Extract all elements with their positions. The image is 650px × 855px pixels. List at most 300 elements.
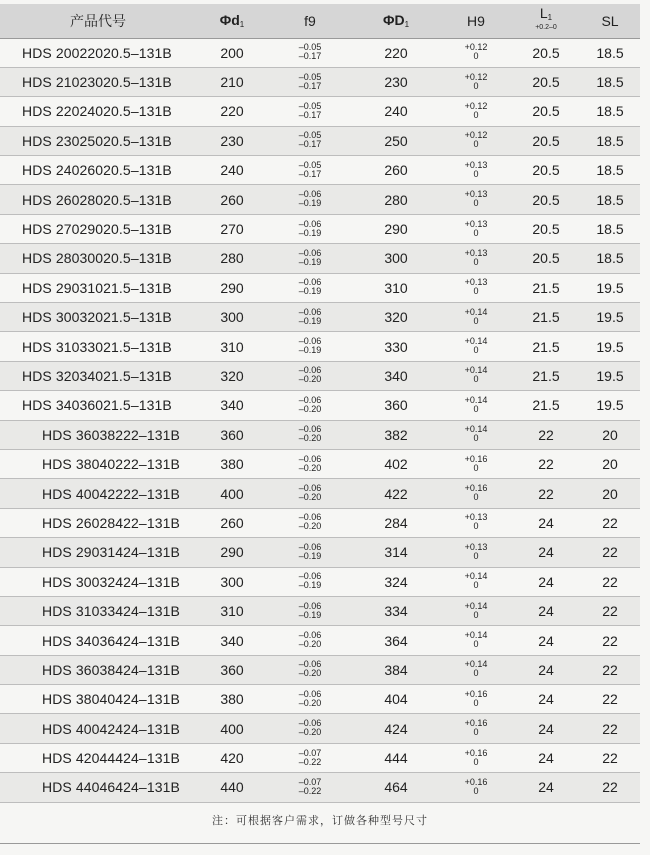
f9-tolerance [268, 97, 352, 126]
width-l1: 21.5 [512, 303, 580, 332]
width-sl: 22 [580, 508, 640, 537]
table-row [0, 185, 640, 214]
inner-diameter: 300 [196, 567, 268, 596]
header-D1 [352, 4, 440, 38]
h9-tolerance [440, 596, 512, 625]
product-code: HDS 21023020.5–131B [0, 67, 196, 96]
inner-diameter: 220 [196, 97, 268, 126]
width-l1: 20.5 [512, 38, 580, 67]
header-sl [580, 4, 640, 38]
f9-tolerance-stack [299, 161, 322, 179]
product-code: HDS 40042222–131B [0, 479, 196, 508]
outer-diameter: 404 [352, 685, 440, 714]
table-row [0, 126, 640, 155]
inner-diameter: 210 [196, 67, 268, 96]
h9-upper: +0.12 [464, 42, 488, 53]
table-row [0, 391, 640, 420]
product-code: HDS 44046424–131B [0, 773, 196, 802]
width-l1: 24 [512, 743, 580, 772]
inner-diameter: 360 [196, 420, 268, 449]
f9-upper: –0.06 [298, 218, 322, 229]
h9-lower: 0 [473, 256, 479, 267]
h9-tolerance [440, 567, 512, 596]
f9-lower: –0.19 [298, 256, 322, 267]
inner-diameter: 400 [196, 714, 268, 743]
width-l1: 24 [512, 773, 580, 802]
f9-tolerance-stack [299, 543, 322, 561]
outer-diameter: 220 [352, 38, 440, 67]
h9-tolerance [440, 773, 512, 802]
h9-upper: +0.13 [464, 247, 488, 258]
width-l1: 20.5 [512, 126, 580, 155]
f9-tolerance [268, 449, 352, 478]
f9-tolerance-stack [299, 631, 322, 649]
h9-lower: 0 [473, 462, 479, 473]
width-l1: 24 [512, 655, 580, 684]
width-l1: 22 [512, 449, 580, 478]
product-code: HDS 34036021.5–131B [0, 391, 196, 420]
h9-upper: +0.16 [464, 776, 488, 787]
header-row [0, 4, 640, 38]
h9-upper: +0.14 [464, 630, 488, 640]
h9-upper: +0.13 [464, 159, 488, 170]
h9-tolerance [440, 743, 512, 772]
header-l1-symbol [535, 5, 557, 23]
f9-upper: –0.06 [298, 394, 322, 405]
h9-tolerance [440, 67, 512, 96]
width-sl: 19.5 [580, 332, 640, 361]
outer-diameter: 230 [352, 67, 440, 96]
h9-tolerance-stack [465, 278, 488, 296]
h9-tolerance-stack [465, 73, 488, 91]
f9-tolerance-stack [299, 455, 322, 473]
f9-tolerance-stack [299, 425, 322, 443]
f9-tolerance-stack [299, 366, 322, 384]
h9-tolerance-stack [465, 131, 488, 149]
h9-tolerance-stack [465, 749, 488, 767]
outer-diameter: 314 [352, 538, 440, 567]
h9-lower: 0 [473, 168, 479, 179]
h9-tolerance [440, 38, 512, 67]
h9-tolerance-stack [465, 425, 488, 443]
h9-tolerance [440, 303, 512, 332]
product-code: HDS 23025020.5–131B [0, 126, 196, 155]
f9-tolerance-stack [299, 278, 322, 296]
h9-tolerance-stack [465, 337, 488, 355]
product-code: HDS 38040222–131B [0, 449, 196, 478]
outer-diameter: 330 [352, 332, 440, 361]
f9-upper: –0.05 [298, 100, 322, 111]
width-sl: 22 [580, 538, 640, 567]
outer-diameter: 382 [352, 420, 440, 449]
header-l1 [512, 4, 580, 38]
h9-upper: +0.14 [464, 571, 488, 582]
h9-tolerance [440, 538, 512, 567]
product-code: HDS 27029020.5–131B [0, 214, 196, 243]
f9-tolerance [268, 508, 352, 537]
h9-tolerance-stack [465, 455, 488, 473]
f9-lower: –0.19 [298, 198, 322, 209]
h9-tolerance [440, 214, 512, 243]
f9-tolerance-stack [299, 190, 322, 208]
h9-tolerance-stack [465, 396, 488, 414]
table-row [0, 303, 640, 332]
h9-tolerance [440, 479, 512, 508]
inner-diameter: 270 [196, 214, 268, 243]
f9-tolerance [268, 773, 352, 802]
f9-lower: –0.19 [298, 315, 322, 326]
f9-tolerance-stack [299, 337, 322, 355]
header-f9 [268, 4, 352, 38]
table-row [0, 214, 640, 243]
width-sl: 20 [580, 449, 640, 478]
h9-tolerance-stack [465, 690, 488, 708]
product-code: HDS 20022020.5–131B [0, 38, 196, 67]
h9-tolerance-stack [465, 366, 488, 384]
h9-lower: 0 [473, 492, 479, 503]
h9-tolerance [440, 185, 512, 214]
f9-tolerance [268, 567, 352, 596]
table-row [0, 361, 640, 390]
h9-tolerance [440, 126, 512, 155]
f9-tolerance [268, 655, 352, 684]
f9-tolerance [268, 538, 352, 567]
h9-tolerance [440, 244, 512, 273]
table-row [0, 773, 640, 802]
f9-tolerance-stack [299, 749, 322, 767]
h9-lower: 0 [473, 345, 479, 356]
f9-tolerance-stack [299, 690, 322, 708]
width-l1: 20.5 [512, 185, 580, 214]
h9-upper: +0.14 [464, 365, 488, 376]
f9-tolerance [268, 156, 352, 185]
h9-tolerance-stack [465, 161, 488, 179]
width-sl: 18.5 [580, 156, 640, 185]
header-D1-symbol: ΦD [382, 12, 405, 29]
h9-upper: +0.16 [464, 688, 488, 699]
h9-lower: 0 [473, 286, 479, 297]
h9-upper: +0.12 [464, 130, 488, 141]
f9-lower: –0.20 [298, 697, 322, 708]
h9-tolerance [440, 626, 512, 655]
f9-tolerance [268, 67, 352, 96]
f9-tolerance [268, 361, 352, 390]
inner-diameter: 320 [196, 361, 268, 390]
width-l1: 20.5 [512, 244, 580, 273]
product-code: HDS 40042424–131B [0, 714, 196, 743]
h9-tolerance-stack [465, 631, 488, 649]
header-d1-subscript: 1 [239, 20, 245, 30]
width-sl: 20 [580, 420, 640, 449]
header-d1 [196, 4, 268, 38]
f9-lower: –0.20 [298, 521, 322, 532]
table-row [0, 332, 640, 361]
product-code: HDS 42044424–131B [0, 743, 196, 772]
width-sl: 22 [580, 773, 640, 802]
h9-lower: 0 [473, 433, 479, 444]
h9-upper: +0.13 [464, 218, 488, 229]
h9-lower: 0 [473, 139, 479, 150]
header-code [0, 4, 196, 38]
inner-diameter: 200 [196, 38, 268, 67]
h9-lower: 0 [473, 374, 479, 385]
width-sl: 18.5 [580, 97, 640, 126]
f9-tolerance [268, 479, 352, 508]
f9-upper: –0.06 [298, 247, 322, 258]
h9-lower: 0 [473, 51, 479, 62]
h9-lower: 0 [473, 668, 479, 679]
f9-upper: –0.05 [298, 130, 322, 141]
outer-diameter: 280 [352, 185, 440, 214]
f9-tolerance [268, 303, 352, 332]
h9-tolerance [440, 714, 512, 743]
table-row [0, 479, 640, 508]
f9-lower: –0.20 [298, 433, 322, 444]
f9-upper: –0.05 [298, 42, 322, 53]
h9-upper: +0.14 [464, 336, 488, 347]
f9-lower: –0.17 [298, 139, 322, 150]
outer-diameter: 464 [352, 773, 440, 802]
width-l1: 20.5 [512, 67, 580, 96]
f9-tolerance-stack [299, 719, 322, 737]
f9-tolerance [268, 214, 352, 243]
product-code: HDS 30032424–131B [0, 567, 196, 596]
product-code: HDS 28030020.5–131B [0, 244, 196, 273]
product-code: HDS 31033424–131B [0, 596, 196, 625]
h9-lower: 0 [473, 580, 479, 591]
width-sl: 22 [580, 626, 640, 655]
table-row [0, 655, 640, 684]
f9-lower: –0.22 [298, 785, 322, 796]
inner-diameter: 240 [196, 156, 268, 185]
f9-tolerance [268, 273, 352, 302]
table-row [0, 449, 640, 478]
f9-tolerance-stack [299, 572, 322, 590]
table-header [0, 4, 640, 38]
inner-diameter: 420 [196, 743, 268, 772]
h9-lower: 0 [473, 550, 479, 561]
f9-tolerance-stack [299, 102, 322, 120]
f9-lower: –0.19 [298, 580, 322, 591]
f9-lower: –0.17 [298, 51, 322, 62]
f9-lower: –0.20 [298, 403, 322, 414]
f9-upper: –0.07 [298, 776, 322, 787]
f9-tolerance-stack [299, 131, 322, 149]
width-sl: 19.5 [580, 361, 640, 390]
table-row [0, 97, 640, 126]
inner-diameter: 300 [196, 303, 268, 332]
outer-diameter: 300 [352, 244, 440, 273]
product-code: HDS 36038222–131B [0, 420, 196, 449]
h9-lower: 0 [473, 727, 479, 738]
header-l1-wrap [535, 5, 557, 33]
h9-tolerance [440, 391, 512, 420]
header-l1-letter: L [539, 5, 548, 22]
width-l1: 20.5 [512, 214, 580, 243]
table-row [0, 38, 640, 67]
f9-tolerance [268, 244, 352, 273]
h9-lower: 0 [473, 785, 479, 796]
width-l1: 24 [512, 596, 580, 625]
f9-lower: –0.19 [298, 227, 322, 238]
inner-diameter: 340 [196, 391, 268, 420]
width-sl: 22 [580, 685, 640, 714]
table-row [0, 67, 640, 96]
f9-tolerance [268, 332, 352, 361]
width-l1: 24 [512, 567, 580, 596]
table-row [0, 685, 640, 714]
f9-upper: –0.06 [298, 600, 322, 611]
h9-lower: 0 [473, 80, 479, 91]
h9-tolerance-stack [465, 543, 488, 561]
h9-tolerance-stack [465, 719, 488, 737]
h9-upper: +0.16 [464, 453, 488, 464]
f9-lower: –0.19 [298, 345, 322, 356]
f9-lower: –0.19 [298, 286, 322, 297]
table-row [0, 567, 640, 596]
outer-diameter: 364 [352, 626, 440, 655]
f9-lower: –0.20 [298, 374, 322, 385]
outer-diameter: 334 [352, 596, 440, 625]
footer-divider [0, 843, 640, 844]
inner-diameter: 400 [196, 479, 268, 508]
f9-lower: –0.17 [298, 168, 322, 179]
f9-tolerance-stack [299, 513, 322, 531]
table-row [0, 244, 640, 273]
width-l1: 20.5 [512, 156, 580, 185]
outer-diameter: 324 [352, 567, 440, 596]
seal-dimension-table [0, 4, 640, 803]
f9-upper: –0.06 [298, 630, 322, 640]
width-sl: 18.5 [580, 126, 640, 155]
f9-tolerance [268, 714, 352, 743]
width-l1: 21.5 [512, 361, 580, 390]
h9-upper: +0.12 [464, 71, 488, 82]
f9-tolerance-stack [299, 43, 322, 61]
inner-diameter: 360 [196, 655, 268, 684]
table-row [0, 420, 640, 449]
h9-lower: 0 [473, 403, 479, 414]
table-row [0, 743, 640, 772]
h9-upper: +0.14 [464, 306, 488, 317]
f9-upper: –0.06 [298, 541, 322, 552]
product-code: HDS 24026020.5–131B [0, 156, 196, 185]
f9-upper: –0.06 [298, 189, 322, 200]
h9-upper: +0.13 [464, 189, 488, 200]
f9-lower: –0.17 [298, 109, 322, 120]
h9-lower: 0 [473, 609, 479, 620]
outer-diameter: 424 [352, 714, 440, 743]
f9-tolerance [268, 626, 352, 655]
h9-tolerance [440, 97, 512, 126]
f9-tolerance [268, 126, 352, 155]
width-sl: 18.5 [580, 214, 640, 243]
h9-lower: 0 [473, 315, 479, 326]
h9-tolerance [440, 508, 512, 537]
f9-lower: –0.19 [298, 609, 322, 620]
inner-diameter: 260 [196, 185, 268, 214]
product-code: HDS 26028422–131B [0, 508, 196, 537]
f9-upper: –0.06 [298, 306, 322, 317]
outer-diameter: 402 [352, 449, 440, 478]
width-l1: 24 [512, 685, 580, 714]
h9-tolerance [440, 449, 512, 478]
outer-diameter: 320 [352, 303, 440, 332]
f9-lower: –0.20 [298, 639, 322, 649]
h9-upper: +0.16 [464, 718, 488, 729]
h9-tolerance-stack [465, 220, 488, 238]
h9-upper: +0.14 [464, 659, 488, 670]
width-sl: 18.5 [580, 244, 640, 273]
f9-tolerance [268, 38, 352, 67]
header-h9-label: H9 [467, 12, 485, 29]
width-sl: 19.5 [580, 273, 640, 302]
width-l1: 24 [512, 626, 580, 655]
f9-upper: –0.05 [298, 71, 322, 82]
width-sl: 19.5 [580, 303, 640, 332]
f9-tolerance-stack [299, 249, 322, 267]
f9-tolerance-stack [299, 602, 322, 620]
header-f9-label: f9 [304, 12, 316, 29]
width-l1: 24 [512, 538, 580, 567]
product-code: HDS 34036424–131B [0, 626, 196, 655]
h9-tolerance-stack [465, 484, 488, 502]
h9-tolerance-stack [465, 190, 488, 208]
outer-diameter: 422 [352, 479, 440, 508]
f9-tolerance [268, 420, 352, 449]
width-l1: 22 [512, 479, 580, 508]
h9-tolerance-stack [465, 778, 488, 796]
outer-diameter: 384 [352, 655, 440, 684]
f9-lower: –0.20 [298, 668, 322, 679]
h9-lower: 0 [473, 521, 479, 532]
product-code: HDS 29031424–131B [0, 538, 196, 567]
header-l1-subscript: 1 [547, 13, 553, 23]
product-code: HDS 22024020.5–131B [0, 97, 196, 126]
f9-tolerance-stack [299, 73, 322, 91]
table-row [0, 508, 640, 537]
header-D1-subscript: 1 [404, 20, 410, 30]
width-sl: 18.5 [580, 67, 640, 96]
f9-tolerance-stack [299, 220, 322, 238]
outer-diameter: 240 [352, 97, 440, 126]
outer-diameter: 290 [352, 214, 440, 243]
h9-tolerance-stack [465, 43, 488, 61]
h9-tolerance-stack [465, 513, 488, 531]
outer-diameter: 360 [352, 391, 440, 420]
f9-tolerance [268, 743, 352, 772]
product-code: HDS 31033021.5–131B [0, 332, 196, 361]
footnote: 注：可根据客户需求，订做各种型号尺寸 [212, 815, 428, 827]
inner-diameter: 260 [196, 508, 268, 537]
h9-lower: 0 [473, 756, 479, 767]
f9-lower: –0.20 [298, 727, 322, 738]
f9-tolerance-stack [299, 308, 322, 326]
h9-tolerance [440, 273, 512, 302]
h9-tolerance-stack [465, 308, 488, 326]
h9-tolerance-stack [465, 660, 488, 678]
f9-lower: –0.20 [298, 492, 322, 503]
inner-diameter: 230 [196, 126, 268, 155]
h9-tolerance [440, 685, 512, 714]
f9-tolerance-stack [299, 396, 322, 414]
f9-upper: –0.06 [298, 365, 322, 376]
h9-lower: 0 [473, 198, 479, 209]
product-code: HDS 36038424–131B [0, 655, 196, 684]
f9-upper: –0.06 [298, 718, 322, 729]
h9-upper: +0.12 [464, 100, 488, 111]
f9-lower: –0.20 [298, 462, 322, 473]
